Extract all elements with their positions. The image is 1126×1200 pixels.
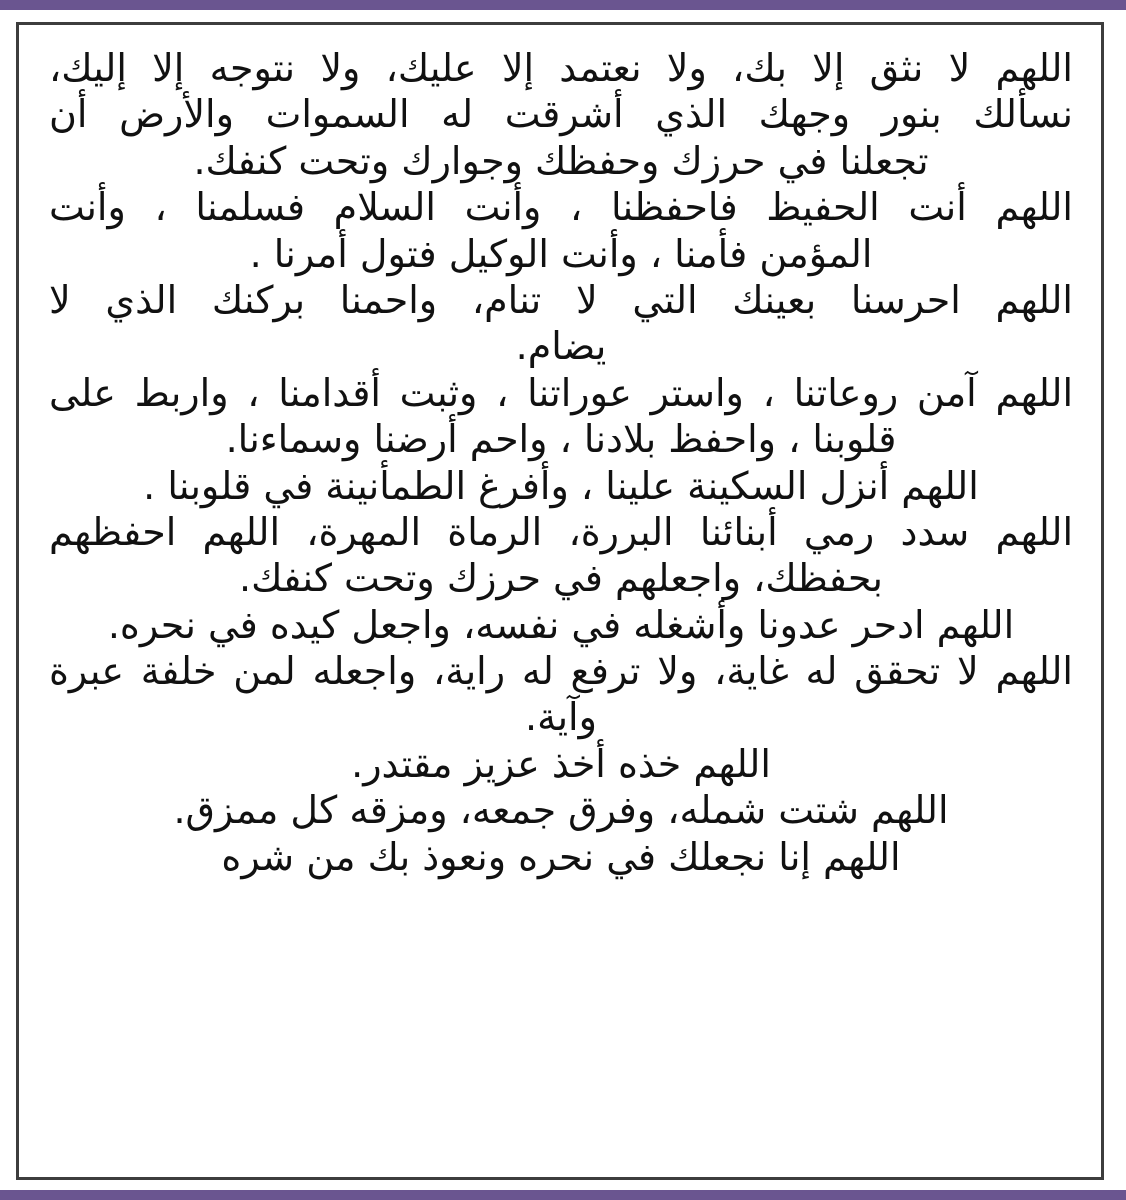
top-frame-bar xyxy=(0,0,1126,10)
text-line: وآية. xyxy=(525,695,597,740)
text-line: اللهم ادحر عدونا وأشغله في نفسه، واجعل كيده في نحره. xyxy=(107,602,1015,647)
bottom-frame-bar xyxy=(0,1190,1126,1200)
text-line: اللهم لا تحقق له غاية، ولا ترفع له راية، واجعله لمن خلفة عبرة xyxy=(49,649,1073,694)
text-line: اللهم احرسنا بعينك التي لا تنام، واحمنا بركنك الذي لا xyxy=(49,277,1073,322)
text-line: اللهم أنت الحفيظ فاحفظنا ، وأنت السلام فسلمنا ، وأنت xyxy=(49,185,1073,230)
text-line: اللهم أنزل السكينة علينا ، وأفرغ الطمأنينة في قلوبنا . xyxy=(143,463,979,508)
text-line: المؤمن فأمنا ، وأنت الوكيل فتول أمرنا . xyxy=(249,231,873,276)
text-line: اللهم سدد رمي أبنائنا البررة، الرماة المهرة، اللهم احفظهم xyxy=(49,509,1073,554)
text-line: اللهم إنا نجعلك في نحره ونعوذ بك من شره xyxy=(221,834,901,879)
text-line: بحفظك، واجعلهم في حرزك وتحت كنفك. xyxy=(239,556,883,601)
prayer-card xyxy=(16,22,1104,1180)
text-line: اللهم شتت شمله، وفرق جمعه، ومزقه كل ممزق. xyxy=(173,788,949,833)
text-line: تجعلنا في حرزك وحفظك وجوارك وتحت كنفك. xyxy=(193,138,929,183)
text-line: اللهم خذه أخذ عزيز مقتدر. xyxy=(351,741,771,786)
text-line: اللهم آمن روعاتنا ، واستر عوراتنا ، وثبت أقدامنا ، واربط على xyxy=(49,370,1073,415)
text-line: يضام. xyxy=(515,324,607,369)
text-line: نسألك بنور وجهك الذي أشرقت له السموات والأرض أن xyxy=(49,92,1073,137)
text-line: قلوبنا ، واحفظ بلادنا ، واحم أرضنا وسماءنا. xyxy=(225,417,897,462)
prayer-text xyxy=(49,45,1073,880)
text-line: اللهم لا نثق إلا بك، ولا نعتمد إلا عليك، ولا نتوجه إلا إليك، xyxy=(49,46,1073,90)
